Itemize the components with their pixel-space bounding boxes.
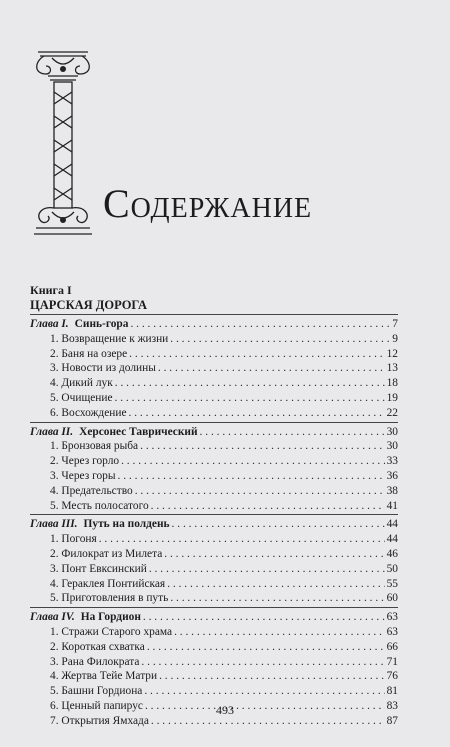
chapter-title: Херсонес Таврический (79, 425, 198, 438)
chapter-page: 30 (386, 425, 398, 438)
item-title: 5. Месть полосатого (50, 499, 149, 512)
item-page: 81 (386, 685, 398, 698)
item-page: 71 (386, 655, 398, 668)
chapter-divider (30, 314, 398, 315)
dot-leader (170, 591, 384, 606)
chapter-divider (30, 607, 398, 608)
item-page: 83 (386, 699, 398, 712)
dot-leader (140, 439, 384, 454)
decorative-initial-column (30, 44, 96, 240)
item-title: 3. Понт Евксинский (50, 562, 147, 575)
toc-item (30, 547, 398, 562)
item-title: 1. Возвращение к жизни (50, 332, 169, 345)
toc-item (30, 655, 398, 670)
dot-leader (147, 640, 385, 655)
item-title: 4. Предательство (50, 484, 133, 497)
item-page: 33 (386, 455, 398, 468)
item-title: 2. Короткая схватка (50, 640, 145, 653)
item-title: 2. Через горло (50, 455, 120, 468)
chapter-label: Глава III. (30, 518, 78, 531)
dot-leader (174, 625, 385, 640)
dot-leader (172, 517, 385, 532)
dot-leader (115, 376, 385, 391)
toc-item (30, 439, 398, 454)
dot-leader (118, 469, 385, 484)
chapter-page: 63 (386, 611, 398, 624)
item-page: 76 (386, 670, 398, 683)
book-title: ЦАРСКАЯ ДОРОГА (30, 298, 148, 312)
toc-item (30, 684, 398, 699)
item-title: 4. Гераклея Понтийская (50, 577, 166, 590)
chapter-title: Синь-гора (74, 318, 129, 330)
item-title: 1. Бронзовая рыба (50, 440, 139, 453)
toc-item (30, 640, 398, 655)
dot-leader (129, 406, 385, 421)
dot-leader (159, 669, 385, 684)
item-page: 9 (392, 332, 398, 345)
chapter-title: Путь на полдень (83, 518, 170, 531)
chapter-divider (30, 422, 398, 423)
item-title: 3. Новости из долины (50, 362, 156, 375)
toc-item (30, 406, 398, 421)
dot-leader (115, 391, 385, 406)
dot-leader (143, 610, 385, 625)
chapter-label: Глава I. (30, 318, 69, 330)
item-title: 4. Жертва Тейе Матри (50, 670, 158, 683)
item-title: 3. Через горы (50, 469, 116, 482)
toc-item (30, 454, 398, 469)
toc-item (30, 469, 398, 484)
toc-item (30, 669, 398, 684)
dot-leader (151, 499, 385, 514)
item-page: 87 (386, 714, 398, 727)
dot-leader (200, 425, 385, 440)
toc-item (30, 577, 398, 592)
toc-item (30, 532, 398, 547)
item-page: 38 (386, 484, 398, 497)
chapter-label: Глава II. (30, 425, 74, 438)
dot-leader (144, 684, 384, 699)
item-title: 3. Рана Филократа (50, 655, 140, 668)
dot-leader (164, 547, 384, 562)
chapter-heading-1 (30, 317, 398, 332)
page-number: 493 (216, 703, 234, 717)
toc-item (30, 484, 398, 499)
item-title: 6. Восхождение (50, 406, 127, 419)
item-page: 60 (386, 592, 398, 605)
toc-item (30, 391, 398, 406)
item-page: 63 (386, 625, 398, 638)
dot-leader (141, 655, 384, 670)
table-of-contents (30, 283, 398, 729)
dot-leader (158, 361, 385, 376)
item-title: 1. Стражи Старого храма (50, 625, 173, 638)
item-title: 1. Погоня (50, 533, 97, 546)
chapter-heading-3 (30, 517, 398, 532)
item-title: 2. Баня на озере (50, 347, 128, 360)
item-page: 30 (386, 440, 398, 453)
toc-item (30, 562, 398, 577)
item-title: 2. Филократ из Милета (50, 547, 163, 560)
item-page: 19 (386, 391, 398, 404)
dot-leader (170, 332, 390, 347)
item-page: 36 (386, 469, 398, 482)
toc-item (30, 591, 398, 606)
chapter-title: На Гордион (80, 611, 141, 624)
chapter-page: 7 (392, 318, 398, 330)
chapter-heading-4 (30, 610, 398, 625)
item-page: 12 (386, 347, 398, 360)
dot-leader (121, 454, 385, 469)
toc-item (30, 332, 398, 347)
book-number: Книга I (30, 283, 72, 297)
item-page: 18 (386, 377, 398, 390)
chapter-divider (30, 514, 398, 515)
item-title: 7. Открытия Ямхада (50, 714, 149, 727)
dot-leader (99, 532, 385, 547)
dot-leader (135, 484, 385, 499)
item-title: 5. Очищение (50, 391, 113, 404)
item-title: 5. Башни Гордиона (50, 685, 143, 698)
toc-item (30, 625, 398, 640)
item-title: 4. Дикий лук (50, 377, 113, 390)
toc-item (30, 361, 398, 376)
item-page: 22 (386, 406, 398, 419)
toc-item (30, 347, 398, 362)
chapter-label: Глава IV. (30, 611, 75, 624)
item-page: 46 (386, 547, 398, 560)
dot-leader (149, 562, 385, 577)
chapter-page: 44 (386, 518, 398, 531)
item-title: 5. Приготовления в путь (50, 592, 169, 605)
item-page: 41 (386, 499, 398, 512)
chapter-heading-2 (30, 425, 398, 440)
item-page: 50 (386, 562, 398, 575)
dot-leader (129, 347, 384, 362)
item-page: 13 (386, 362, 398, 375)
contents-heading: Содержание (103, 181, 313, 226)
toc-item (30, 376, 398, 391)
item-page: 55 (386, 577, 398, 590)
item-page: 66 (386, 640, 398, 653)
item-page: 44 (386, 533, 398, 546)
item-title: 6. Ценный папирус (50, 699, 143, 712)
toc-item (30, 499, 398, 514)
dot-leader (130, 317, 390, 332)
dot-leader (167, 577, 384, 592)
